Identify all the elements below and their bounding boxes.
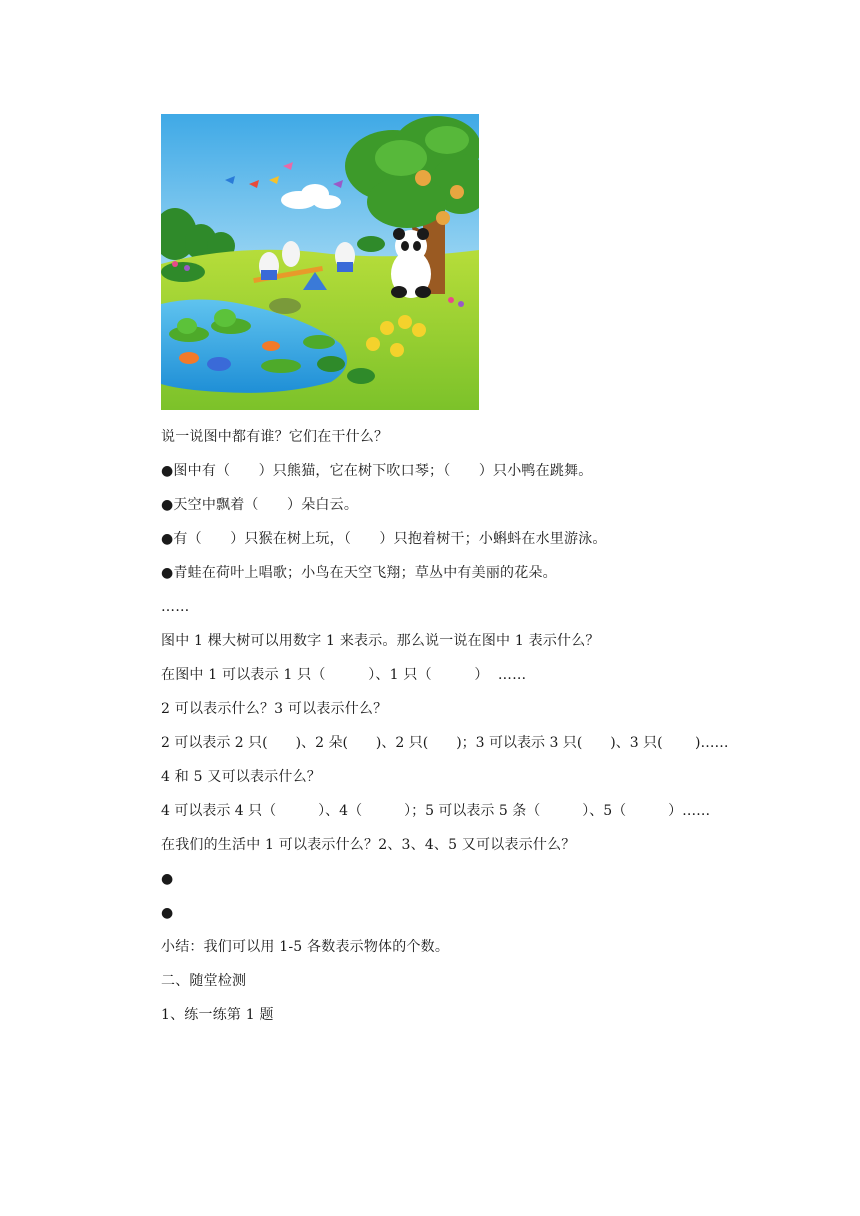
bullet-panda-duck: ●图中有（ ）只熊猫，它在树下吹口琴；（ ）只小鸭在跳舞。 — [161, 463, 593, 479]
number-one-question: 图中 1 棵大树可以用数字 1 来表示。那么说一说在图中 1 表示什么？ — [161, 633, 600, 649]
two-three-answer: 2 可以表示 2 只( )、2 朵( )、2 只( )；3 可以表示 3 只( )、3 只( )…… — [161, 735, 729, 751]
bullet-frog-bird: ●青蛙在荷叶上唱歌；小鸟在天空飞翔；草丛中有美丽的花朵。 — [161, 565, 557, 581]
four-five-question: 4 和 5 又可以表示什么？ — [161, 769, 321, 785]
empty-bullet-2: ● — [161, 905, 174, 921]
question-prompt: 说一说图中都有谁？它们在干什么？ — [161, 429, 389, 445]
daily-life-question: 在我们的生活中 1 可以表示什么？2、3、4、5 又可以表示什么？ — [161, 837, 576, 853]
two-three-question: 2 可以表示什么？3 可以表示什么？ — [161, 701, 388, 717]
section-heading: 二、随堂检测 — [161, 973, 247, 989]
summary: 小结：我们可以用 1-5 各数表示物体的个数。 — [161, 939, 450, 955]
ellipsis: …… — [161, 599, 190, 615]
exercise-item: 1、练一练第 1 题 — [161, 1007, 274, 1023]
park-scene-illustration — [161, 114, 479, 410]
empty-bullet-1: ● — [161, 871, 174, 887]
bullet-clouds: ●天空中飘着（ ）朵白云。 — [161, 497, 359, 513]
bullet-monkeys: ●有（ ）只猴在树上玩，（ ）只抱着树干；小蝌蚪在水里游泳。 — [161, 531, 607, 547]
four-five-answer: 4 可以表示 4 只（ ）、4（ ）；5 可以表示 5 条（ ）、5（ ）…… — [161, 803, 711, 819]
lesson-text — [161, 426, 801, 1038]
number-one-answer: 在图中 1 可以表示 1 只（ ）、1 只（ ） …… — [161, 667, 527, 683]
